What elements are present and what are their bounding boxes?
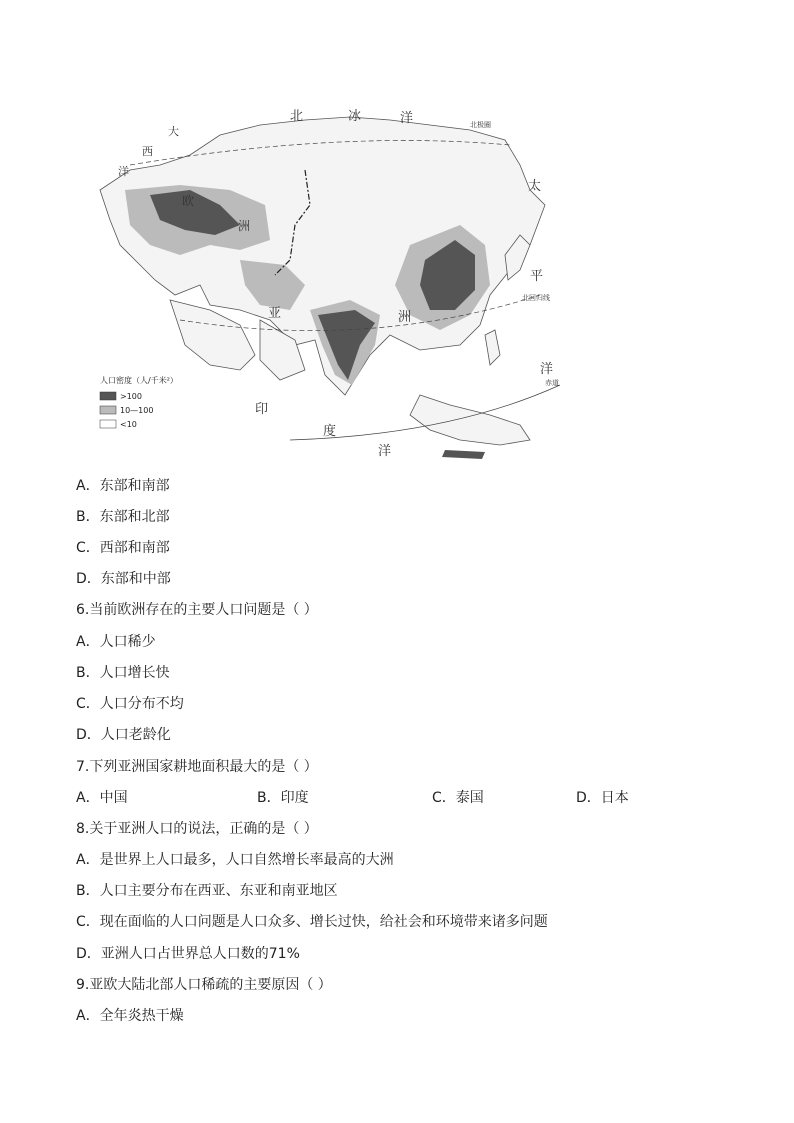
q8-stem: 8.关于亚洲人口的说法，正确的是（ ）	[76, 821, 318, 837]
label-europe-2: 洲	[238, 219, 251, 233]
label-pacific-3: 洋	[540, 362, 554, 377]
label-atlantic-2: 西	[142, 145, 153, 158]
q6-option-c[interactable]: C．人口分布不均	[76, 696, 184, 712]
legend-label-low: <10	[120, 420, 137, 429]
q7-option-a[interactable]: A．中国	[76, 790, 128, 806]
label-asia-2: 洲	[398, 310, 412, 325]
label-asia-1: 亚	[268, 306, 282, 321]
southeast-asia-islands	[410, 395, 530, 445]
label-arctic-1: 北	[290, 109, 304, 124]
q6-stem: 6.当前欧洲存在的主要人口问题是（ ）	[76, 602, 318, 618]
population-density-map	[90, 95, 590, 465]
legend-label-high: >100	[120, 392, 142, 401]
label-pacific-2: 平	[530, 269, 544, 284]
q5-option-c[interactable]: C．西部和南部	[76, 540, 170, 556]
philippines-islands	[485, 330, 500, 365]
label-pacific-1: 太	[528, 179, 542, 194]
legend-swatch-high	[100, 392, 116, 400]
label-europe-1: 欧	[182, 194, 195, 208]
q6-option-a[interactable]: A．人口稀少	[76, 634, 156, 650]
q6-option-b[interactable]: B．人口增长快	[76, 665, 170, 681]
q8-option-d[interactable]: D．亚洲人口占世界总人口数的71%	[76, 946, 300, 962]
legend-title: 人口密度（人/千米²）	[100, 376, 178, 385]
label-indian-2: 度	[323, 424, 337, 439]
legend-swatch-low	[100, 420, 116, 428]
q7-options-row	[76, 789, 676, 807]
q5-option-a[interactable]: A．东部和南部	[76, 478, 170, 494]
label-atlantic-1: 大	[168, 125, 179, 138]
legend-swatch-medium	[100, 406, 116, 414]
label-arctic-circle: 北极圈	[470, 121, 491, 129]
q9-stem: 9.亚欧大陆北部人口稀疏的主要原因（ ）	[76, 977, 332, 993]
map-legend	[100, 375, 178, 429]
q8-option-b[interactable]: B．人口主要分布在西亚、东亚和南亚地区	[76, 883, 338, 899]
q8-option-a[interactable]: A．是世界上人口最多，人口自然增长率最高的大洲	[76, 852, 394, 868]
legend-label-medium: 10—100	[120, 406, 154, 415]
label-equator: 赤道	[545, 379, 559, 387]
q5-option-b[interactable]: B．东部和北部	[76, 509, 170, 525]
label-tropic: 北回归线	[522, 294, 550, 302]
q8-option-c[interactable]: C．现在面临的人口问题是人口众多、增长过快，给社会和环境带来诸多问题	[76, 914, 548, 930]
q5-option-d[interactable]: D．东部和中部	[76, 571, 171, 587]
label-indian-3: 洋	[378, 444, 392, 459]
q7-option-b[interactable]: B．印度	[257, 790, 309, 806]
q7-stem: 7.下列亚洲国家耕地面积最大的是（ ）	[76, 759, 318, 775]
label-indian-1: 印	[255, 402, 269, 417]
label-arctic-2: 冰	[348, 109, 362, 124]
asia-europe-map-figure	[90, 95, 590, 465]
q6-option-d[interactable]: D．人口老龄化	[76, 727, 171, 743]
q7-option-d[interactable]: D．日本	[576, 790, 629, 806]
label-atlantic-3: 洋	[118, 165, 129, 178]
label-arctic-3: 洋	[400, 111, 414, 126]
q9-option-a[interactable]: A．全年炎热干燥	[76, 1008, 184, 1024]
java-high-density	[442, 450, 485, 459]
q7-option-c[interactable]: C．泰国	[432, 790, 484, 806]
